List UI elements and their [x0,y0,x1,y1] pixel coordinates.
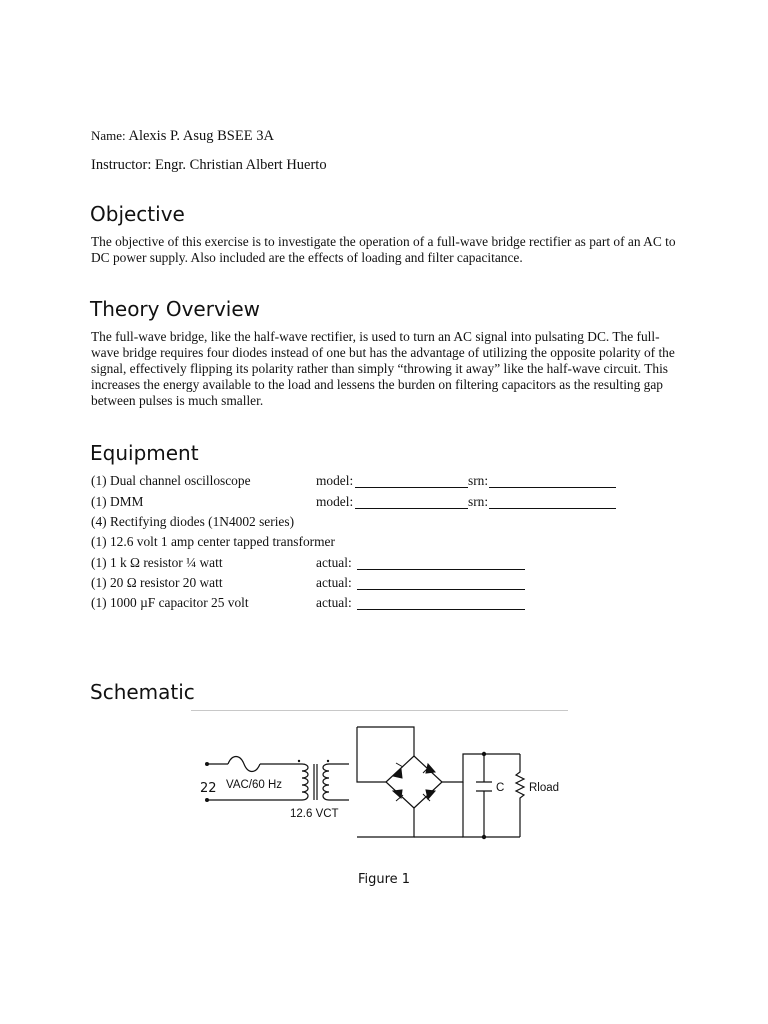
srn-blank-line[interactable] [489,487,616,488]
equipment-item-label: (1) 12.6 volt 1 amp center tapped transformer [91,534,335,549]
actual-blank-line[interactable] [357,589,525,590]
capacitor-label: C [496,782,505,794]
schematic-heading: Schematic [90,680,195,704]
figure-caption: Figure 1 [357,872,411,887]
actual-label: actual: [316,555,352,570]
equipment-item-label: (1) DMM [91,494,144,509]
capacitor-symbol [476,782,492,791]
actual-blank-line[interactable] [357,609,525,610]
transformer-primary [302,764,308,800]
theory-text: The full-wave bridge, like the half-wave rectifier, is used to turn an AC signal into pulsating DC. The full-wave bridge requires four diodes instead of one but has the advantage of utilizing the opposite polarity of the signal, effectively flipping its polarity rather than simply “throwing it away” like the half-wave circuit. This increases the energy available to the load and lessens the burden on filtering capacitors as the resulting gap between pulses is much smaller. [91,329,675,408]
objective-text: The objective of this exercise is to investigate the operation of a full-wave bridge rectifier as part of an AC to DC power supply. Also included are the effects of loading and filter capacitance. [91,234,676,265]
terminal-dot [205,798,209,802]
transformer-secondary [323,764,329,800]
equipment-heading: Equipment [90,441,199,465]
equipment-item-label: (1) 1000 µF capacitor 25 volt [91,595,249,610]
actual-blank-line[interactable] [357,569,525,570]
actual-label: actual: [316,595,352,610]
load-resistor-label: Rload [529,782,560,794]
equipment-item-label: (1) 1 k Ω resistor ¼ watt [91,555,223,570]
model-blank-line[interactable] [355,508,468,509]
source-voltage-number: 22 [200,781,217,796]
diodes [393,763,435,801]
name-label: Name: [91,128,126,143]
model-label: model: [316,494,354,509]
name-value: Alexis P. Asug BSEE 3A [128,128,274,144]
rectifier-schematic [190,716,570,851]
source-voltage-label: VAC/60 Hz [226,779,283,791]
model-blank-line[interactable] [355,487,468,488]
theory-heading: Theory Overview [90,297,261,321]
schematic-divider [191,710,568,711]
bridge-outline [386,756,442,808]
srn-label: srn: [468,473,489,488]
model-label: model: [316,473,354,488]
student-name [91,128,274,145]
instructor-name: Instructor: Engr. Christian Albert Huerto [91,157,327,173]
equipment-item-label: (1) Dual channel oscilloscope [91,473,251,488]
actual-label: actual: [316,575,352,590]
resistor-symbol [516,754,524,837]
circuit-dots [205,752,486,839]
fuse-symbol [228,757,260,772]
srn-blank-line[interactable] [489,508,616,509]
equipment-item-label: (1) 20 Ω resistor 20 watt [91,575,223,590]
equipment-item-label: (4) Rectifying diodes (1N4002 series) [91,514,295,529]
terminal-dot [205,762,209,766]
objective-heading: Objective [90,202,185,226]
transformer-label: 12.6 VCT [290,808,339,820]
srn-label: srn: [468,494,489,509]
